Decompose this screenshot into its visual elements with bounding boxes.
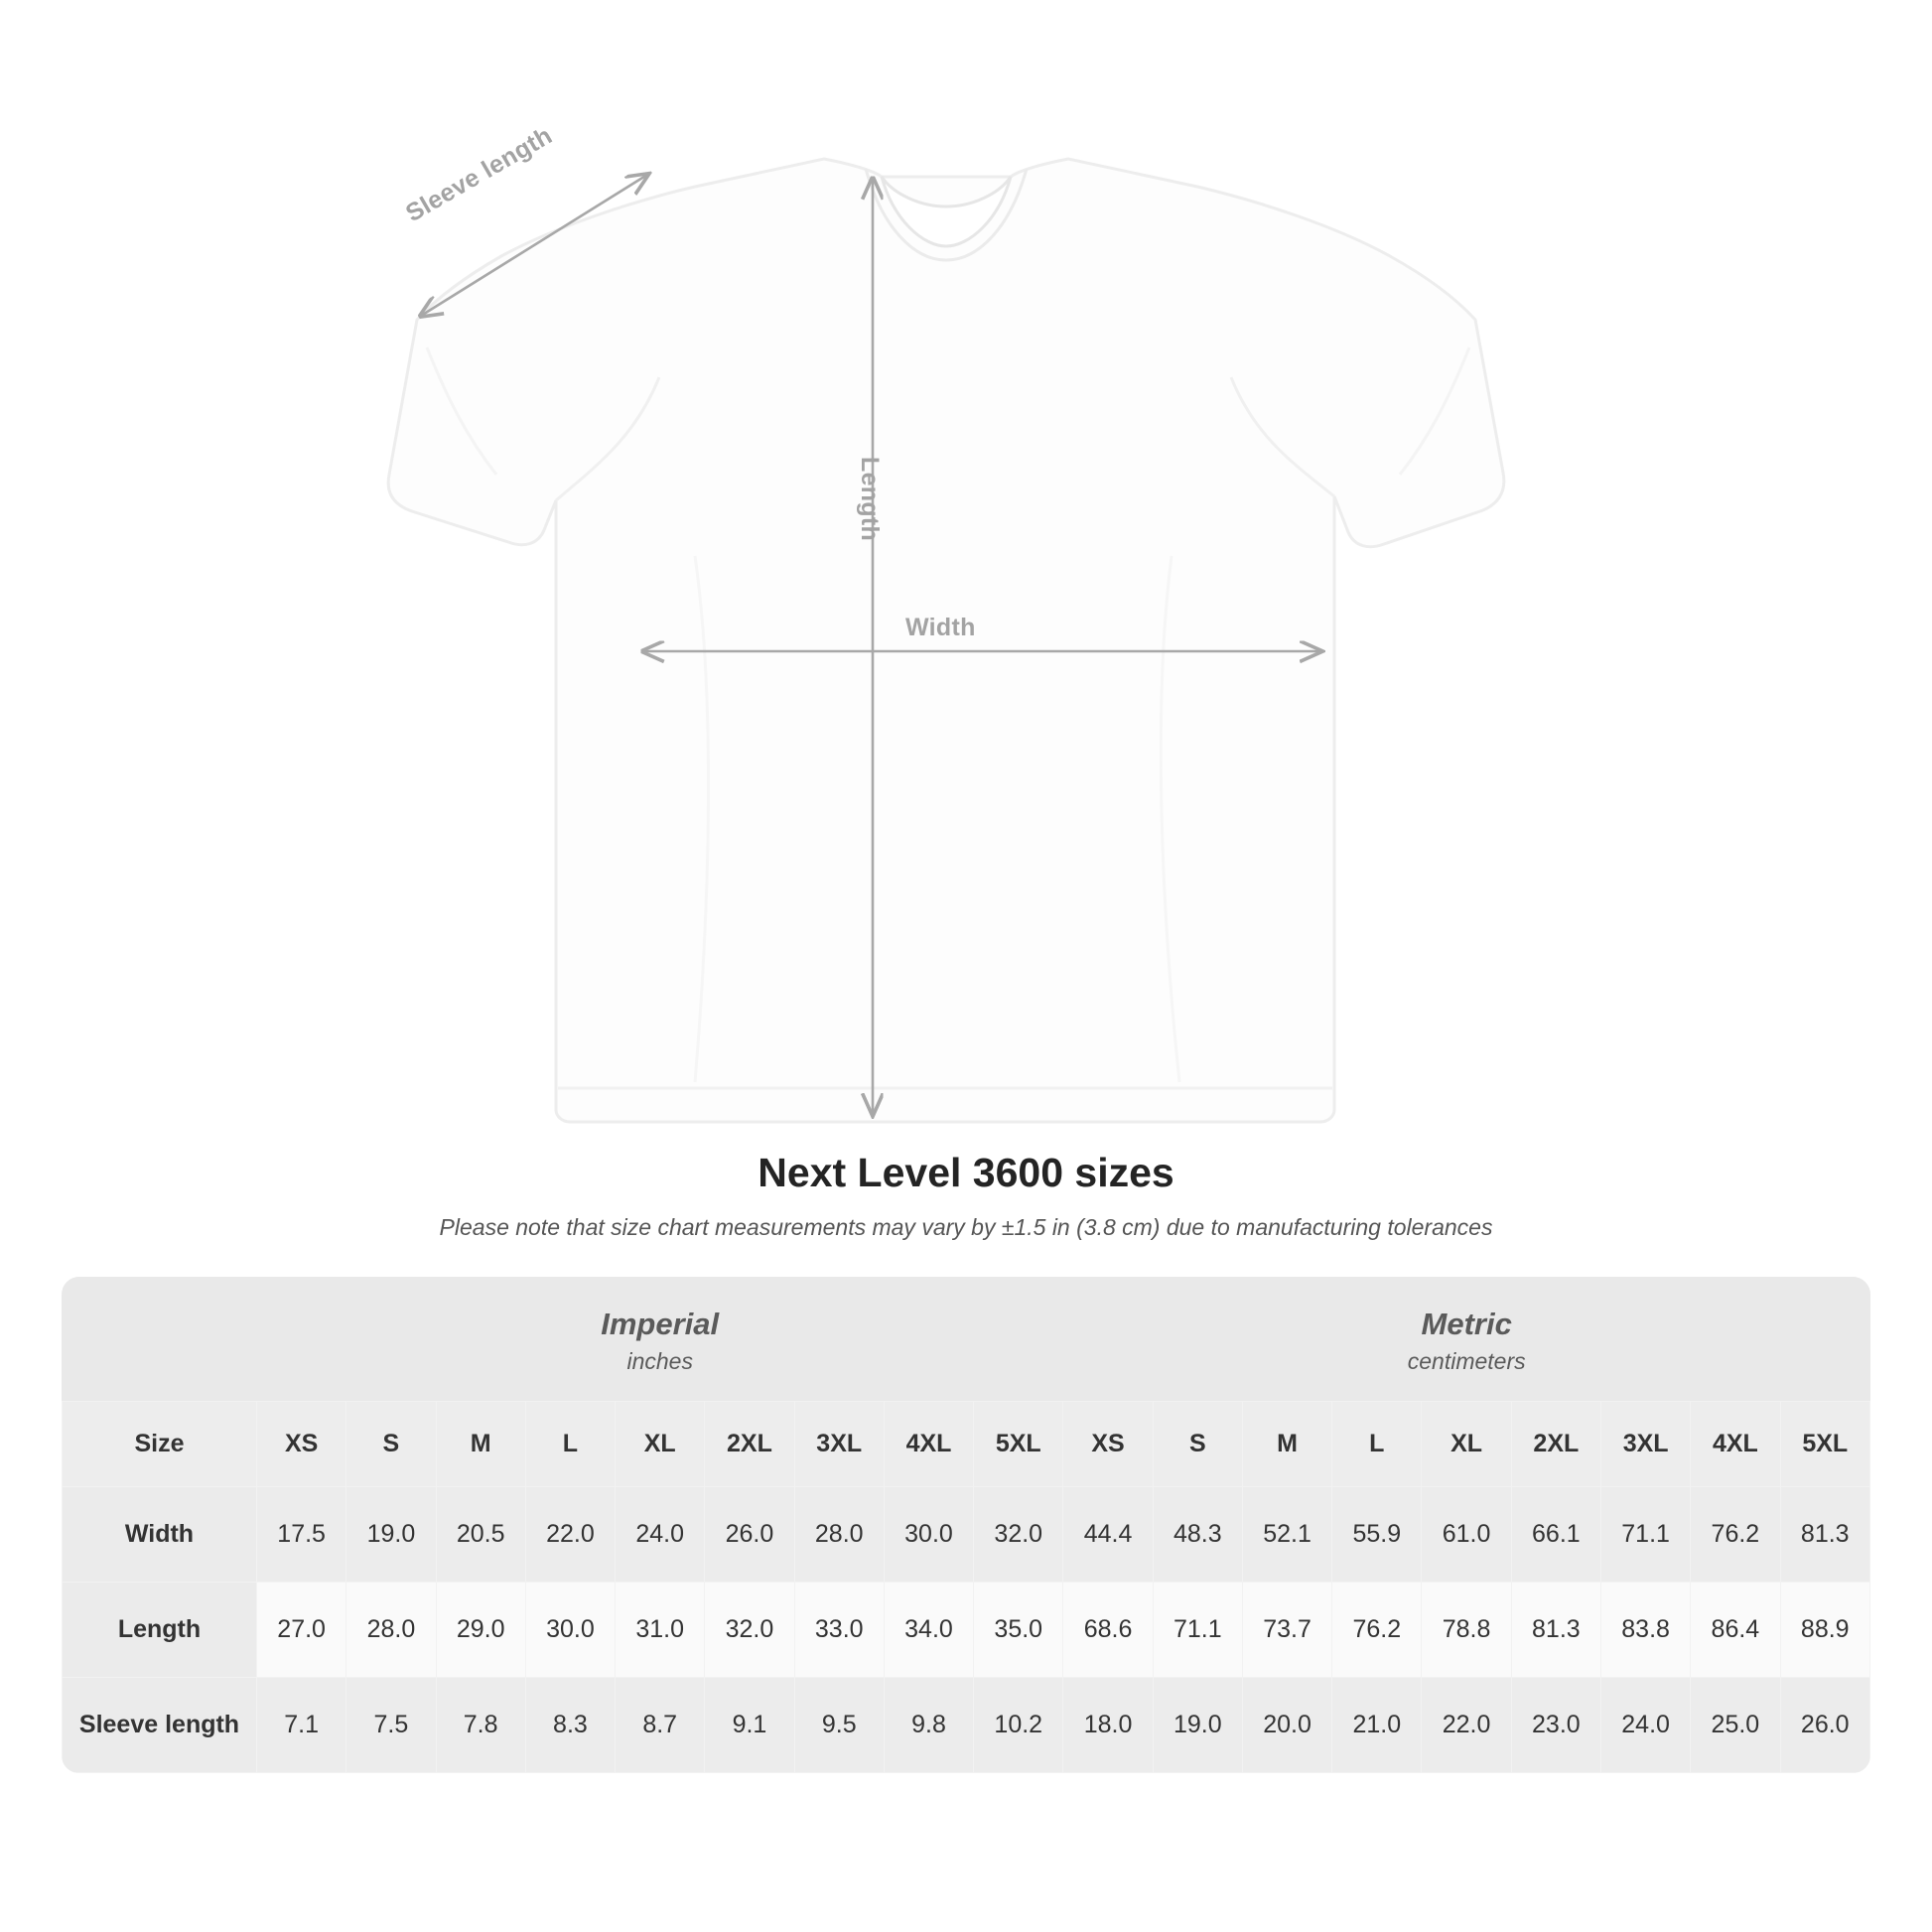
cell-sleeve-imperial-2xl: 9.1 — [705, 1678, 794, 1773]
col-header-metric-xs: XS — [1063, 1402, 1153, 1487]
cell-width-metric-4xl: 76.2 — [1691, 1487, 1780, 1583]
cell-length-metric-4xl: 86.4 — [1691, 1583, 1780, 1678]
cell-length-metric-m: 73.7 — [1242, 1583, 1331, 1678]
cell-width-metric-5xl: 81.3 — [1780, 1487, 1869, 1583]
cell-width-metric-s: 48.3 — [1153, 1487, 1242, 1583]
col-header-imperial-xl: XL — [616, 1402, 705, 1487]
row-label-width: Width — [63, 1487, 257, 1583]
cell-sleeve-metric-4xl: 25.0 — [1691, 1678, 1780, 1773]
col-header-imperial-xs: XS — [257, 1402, 346, 1487]
cell-sleeve-imperial-xl: 8.7 — [616, 1678, 705, 1773]
cell-length-metric-s: 71.1 — [1153, 1583, 1242, 1678]
col-header-metric-l: L — [1332, 1402, 1422, 1487]
cell-sleeve-metric-xl: 22.0 — [1422, 1678, 1511, 1773]
table-row-sleeve-length — [63, 1678, 1870, 1773]
sleeve-length-dimension-label: Sleeve length — [401, 121, 557, 228]
cell-length-metric-xs: 68.6 — [1063, 1583, 1153, 1678]
cell-length-imperial-l: 30.0 — [525, 1583, 615, 1678]
col-header-imperial-4xl: 4XL — [884, 1402, 973, 1487]
cell-sleeve-metric-m: 20.0 — [1242, 1678, 1331, 1773]
col-header-imperial-s: S — [346, 1402, 436, 1487]
cell-sleeve-imperial-m: 7.8 — [436, 1678, 525, 1773]
cell-width-imperial-4xl: 30.0 — [884, 1487, 973, 1583]
cell-length-imperial-2xl: 32.0 — [705, 1583, 794, 1678]
cell-length-imperial-xs: 27.0 — [257, 1583, 346, 1678]
cell-width-metric-xs: 44.4 — [1063, 1487, 1153, 1583]
unit-name-metric: Metric — [1421, 1307, 1512, 1341]
cell-sleeve-metric-xs: 18.0 — [1063, 1678, 1153, 1773]
cell-sleeve-imperial-xs: 7.1 — [257, 1678, 346, 1773]
row-header-size: Size — [63, 1402, 257, 1487]
title-block — [0, 1150, 1932, 1241]
col-header-imperial-3xl: 3XL — [794, 1402, 884, 1487]
cell-sleeve-imperial-l: 8.3 — [525, 1678, 615, 1773]
cell-sleeve-imperial-s: 7.5 — [346, 1678, 436, 1773]
cell-width-metric-3xl: 71.1 — [1600, 1487, 1690, 1583]
length-dimension-label: Length — [856, 457, 884, 542]
cell-length-imperial-m: 29.0 — [436, 1583, 525, 1678]
cell-length-imperial-xl: 31.0 — [616, 1583, 705, 1678]
col-header-imperial-2xl: 2XL — [705, 1402, 794, 1487]
cell-length-imperial-5xl: 35.0 — [974, 1583, 1063, 1678]
size-header-row — [63, 1402, 1870, 1487]
cell-width-metric-l: 55.9 — [1332, 1487, 1422, 1583]
cell-sleeve-imperial-5xl: 10.2 — [974, 1678, 1063, 1773]
col-header-metric-4xl: 4XL — [1691, 1402, 1780, 1487]
cell-length-metric-l: 76.2 — [1332, 1583, 1422, 1678]
page-title: Next Level 3600 sizes — [758, 1150, 1174, 1195]
cell-length-imperial-4xl: 34.0 — [884, 1583, 973, 1678]
cell-width-metric-2xl: 66.1 — [1511, 1487, 1600, 1583]
size-table — [62, 1277, 1870, 1773]
col-header-metric-xl: XL — [1422, 1402, 1511, 1487]
cell-width-imperial-l: 22.0 — [525, 1487, 615, 1583]
cell-width-imperial-xs: 17.5 — [257, 1487, 346, 1583]
unit-sub-imperial: inches — [626, 1348, 693, 1374]
cell-length-metric-5xl: 88.9 — [1780, 1583, 1869, 1678]
cell-sleeve-metric-5xl: 26.0 — [1780, 1678, 1869, 1773]
row-label-sleeve-length: Sleeve length — [63, 1678, 257, 1773]
tolerance-note: Please note that size chart measurements may vary by ±1.5 in (3.8 cm) due to manufacturing tolerances — [439, 1214, 1493, 1240]
cell-sleeve-imperial-4xl: 9.8 — [884, 1678, 973, 1773]
table-row-length — [63, 1583, 1870, 1678]
cell-sleeve-metric-3xl: 24.0 — [1600, 1678, 1690, 1773]
col-header-metric-2xl: 2XL — [1511, 1402, 1600, 1487]
col-header-imperial-5xl: 5XL — [974, 1402, 1063, 1487]
unit-header-metric — [1063, 1277, 1870, 1402]
table-row-width — [63, 1487, 1870, 1583]
unit-sub-metric: centimeters — [1407, 1348, 1526, 1374]
size-table-container — [62, 1277, 1870, 1773]
row-label-length: Length — [63, 1583, 257, 1678]
cell-width-imperial-s: 19.0 — [346, 1487, 436, 1583]
unit-header-row — [63, 1277, 1870, 1402]
width-dimension-label: Width — [905, 614, 976, 641]
cell-length-metric-3xl: 83.8 — [1600, 1583, 1690, 1678]
cell-length-imperial-3xl: 33.0 — [794, 1583, 884, 1678]
cell-width-imperial-xl: 24.0 — [616, 1487, 705, 1583]
cell-length-metric-xl: 78.8 — [1422, 1583, 1511, 1678]
col-header-metric-5xl: 5XL — [1780, 1402, 1869, 1487]
cell-width-metric-m: 52.1 — [1242, 1487, 1331, 1583]
cell-length-metric-2xl: 81.3 — [1511, 1583, 1600, 1678]
table-corner-cell — [63, 1277, 257, 1402]
unit-header-imperial — [257, 1277, 1063, 1402]
cell-sleeve-metric-l: 21.0 — [1332, 1678, 1422, 1773]
col-header-imperial-m: M — [436, 1402, 525, 1487]
cell-width-imperial-m: 20.5 — [436, 1487, 525, 1583]
cell-sleeve-metric-s: 19.0 — [1153, 1678, 1242, 1773]
col-header-metric-m: M — [1242, 1402, 1331, 1487]
col-header-metric-3xl: 3XL — [1600, 1402, 1690, 1487]
cell-width-imperial-5xl: 32.0 — [974, 1487, 1063, 1583]
cell-width-imperial-2xl: 26.0 — [705, 1487, 794, 1583]
cell-width-metric-xl: 61.0 — [1422, 1487, 1511, 1583]
cell-sleeve-metric-2xl: 23.0 — [1511, 1678, 1600, 1773]
col-header-imperial-l: L — [525, 1402, 615, 1487]
cell-sleeve-imperial-3xl: 9.5 — [794, 1678, 884, 1773]
unit-name-imperial: Imperial — [601, 1307, 720, 1341]
cell-width-imperial-3xl: 28.0 — [794, 1487, 884, 1583]
cell-length-imperial-s: 28.0 — [346, 1583, 436, 1678]
col-header-metric-s: S — [1153, 1402, 1242, 1487]
